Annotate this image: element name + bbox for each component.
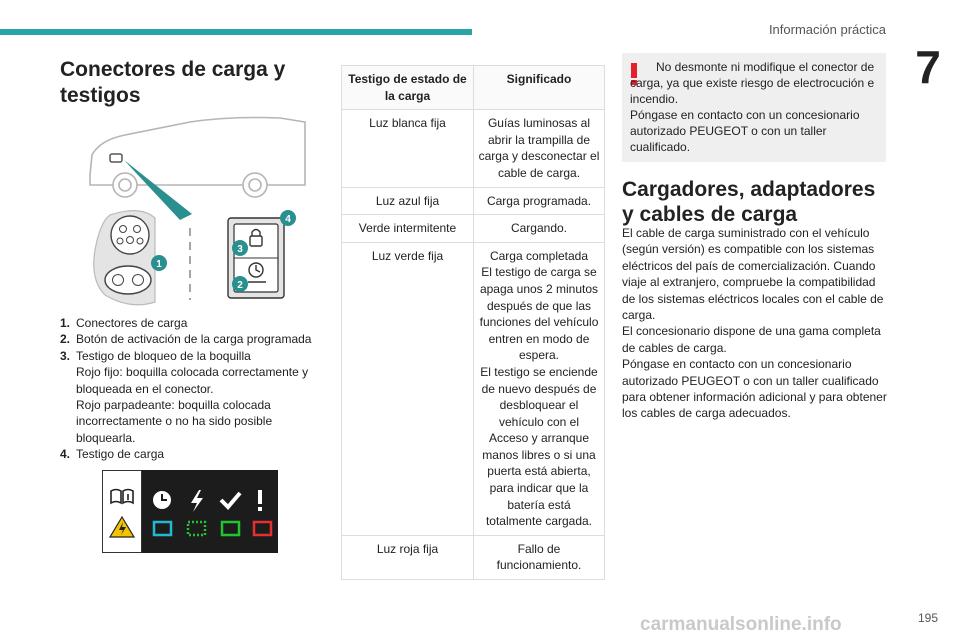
red-light-icon	[254, 522, 271, 535]
column-header-state: Testigo de estado de la carga	[342, 66, 474, 110]
svg-text:4: 4	[285, 214, 291, 225]
exclamation-icon	[258, 490, 262, 511]
charge-status-table	[341, 65, 605, 580]
legend-text: Testigo de bloqueo de la boquilla Rojo fijo: boquilla colocada correctamente y bloqueada en el conector. Rojo parpadeante: boquilla colocada incorrectamente o no ha sido posible bloquearla.	[76, 348, 309, 445]
svg-text:3: 3	[237, 244, 243, 255]
section-title: Información práctica	[768, 22, 886, 37]
state-cell: Luz verde fija	[342, 242, 474, 535]
charge-indicator-panel	[102, 470, 278, 553]
table-row	[342, 187, 605, 215]
svg-text:1: 1	[156, 259, 162, 270]
clock-icon	[153, 491, 171, 509]
meaning-cell: Carga programada.	[474, 187, 605, 215]
legend-item: 1. Conectores de carga	[60, 316, 188, 330]
green-blinking-light-icon	[188, 522, 205, 535]
legend-text: Conectores de carga	[76, 316, 188, 330]
check-icon	[221, 493, 240, 507]
column-header-meaning: Significado	[474, 66, 605, 110]
legend-list	[60, 315, 325, 463]
chapter-number: 7	[915, 41, 941, 93]
callout-2	[232, 276, 248, 292]
watermark: carmanualsonline.info	[640, 614, 842, 635]
charging-port-illustration	[80, 110, 310, 310]
state-cell: Luz blanca fija	[342, 110, 474, 187]
chargers-body-text: El cable de carga suministrado con el vehículo (según versión) es compatible con los sistemas eléctricos del país de comercialización. Cuando viaje al extranjero, compruebe la compatibilidad de los sistemas eléctricos locales con el cable de carga. El concesionario dispone de una gama completa de cables de carga. Póngase en contacto con un concesionario autorizado PEUGEOT o con un taller cualificado para obtener información adicional y para obtener los cables de carga adecuados.	[622, 226, 887, 421]
state-cell: Luz roja fija	[342, 535, 474, 579]
blue-light-icon	[154, 522, 171, 535]
svg-text:2: 2	[237, 280, 243, 291]
table-header-row	[342, 66, 605, 110]
legend-item: 2. Botón de activación de la carga programada	[60, 332, 312, 347]
charging-flap-icon	[110, 154, 122, 162]
charging-socket	[94, 211, 155, 305]
warning-box	[622, 53, 886, 162]
table-row	[342, 242, 605, 535]
section-heading-chargers: Cargadores, adaptadores y cables de carga	[622, 178, 876, 226]
state-cell: Luz azul fija	[342, 187, 474, 215]
warning-text: No desmonte ni modifique el conector de carga, ya que existe riesgo de electrocución e incendio. Póngase en contacto con un concesionario autorizado PEUGEOT o con un taller cualificado.	[630, 60, 875, 154]
legend-item: 3. Testigo de bloqueo de la boquilla Rojo fijo: boquilla colocada correctamente y bloqueada en el conector. Rojo parpadeante: boquilla colocada incorrectamente o no ha sido posible bloquearla.	[60, 348, 309, 445]
legend-text: Botón de activación de la carga programada	[76, 332, 312, 347]
header-accent-bar	[0, 29, 472, 35]
callout-3	[232, 240, 248, 256]
state-cell: Verde intermitente	[342, 215, 474, 243]
green-light-icon	[222, 522, 239, 535]
meaning-cell: Guías luminosas al abrir la trampilla de carga y desconectar el cable de carga.	[474, 110, 605, 187]
legend-text: Testigo de carga	[76, 447, 165, 462]
table-row	[342, 535, 605, 579]
callout-4	[280, 210, 296, 226]
manual-info-icon	[111, 490, 133, 504]
section-heading-connectors: Conectores de carga y testigos	[60, 58, 286, 107]
legend-item: 4. Testigo de carga	[60, 447, 165, 462]
table-row	[342, 215, 605, 243]
meaning-cell: Fallo de funcionamiento.	[474, 535, 605, 579]
meaning-cell: Cargando.	[474, 215, 605, 243]
page-number: 195	[917, 611, 938, 625]
callout-1	[151, 255, 167, 271]
table-row	[342, 110, 605, 187]
lightning-icon	[191, 490, 203, 512]
symbol-column	[102, 470, 142, 553]
high-voltage-icon	[110, 517, 134, 537]
meaning-cell: Carga completada El testigo de carga se apaga unos 2 minutos después de que las funciones del vehículo entren en modo de espera. El testigo se enciende de nuevo después de desbloquear el vehículo con el Acceso y arranque manos libres o si una puerta está abierta, para indicar que la batería está totalmente cargada.	[474, 242, 605, 535]
